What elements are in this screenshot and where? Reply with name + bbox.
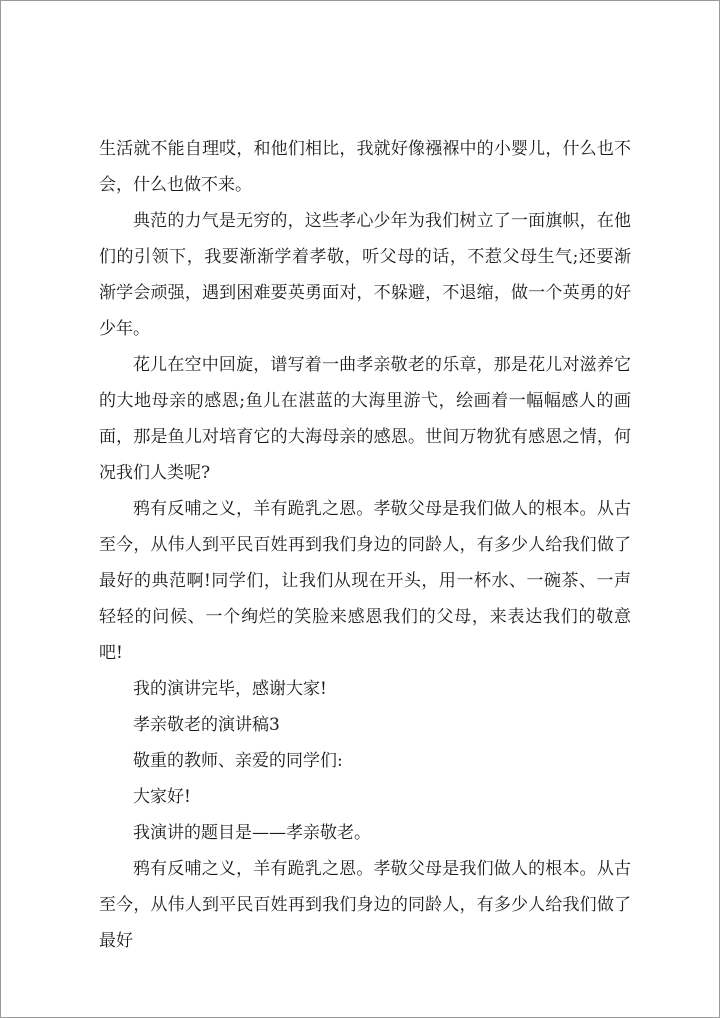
paragraph-role-models: 典范的力气是无穷的，这些孝心少年为我们树立了一面旗帜，在他们的引领下，我要渐渐学着孝敬，听父母的话，不惹父母生气;还要渐渐学会顽强，遇到困难要英勇面对，不躲避，不退缩，做一个英勇的好少年。 [99, 211, 631, 339]
paragraph-salutation: 敬重的教师、亲爱的同学们: [133, 751, 343, 771]
paragraph-speech-title: 我演讲的题目是——孝亲敬老。 [133, 823, 371, 843]
section-heading: 孝亲敬老的演讲稿3 [133, 715, 280, 735]
paragraph-filial-piety: 鸦有反哺之义，羊有跪乳之恩。孝敬父母是我们做人的根本。从古至今，从伟人到平民百姓再到我们身边的同龄人，有多少人给我们做了最好的典范啊!同学们，让我们从现在开头，用一杯水、一碗茶、一声轻轻的问候、一个绚烂的笑脸来感恩我们的父母，来表达我们的敬意吧! [99, 499, 631, 663]
paragraph-continuation: 生活就不能自理哎，和他们相比，我就好像襁褓中的小婴儿，什么也不会，什么也做不来。 [99, 139, 631, 195]
document-body [99, 131, 631, 959]
paragraph-closing: 我的演讲完毕，感谢大家! [133, 679, 327, 699]
paragraph-filial-piety-repeat: 鸦有反哺之义，羊有跪乳之恩。孝敬父母是我们做人的根本。从古至今，从伟人到平民百姓再到我们身边的同龄人，有多少人给我们做了最好 [99, 859, 631, 951]
paragraph-gratitude-nature: 花儿在空中回旋，谱写着一曲孝亲敬老的乐章，那是花儿对滋养它的大地母亲的感恩;鱼儿在湛蓝的大海里游弋，绘画着一幅幅感人的画面，那是鱼儿对培育它的大海母亲的感恩。世间万物犹有感恩之情，何况我们人类呢? [99, 355, 631, 483]
paragraph-greeting: 大家好! [133, 787, 191, 807]
